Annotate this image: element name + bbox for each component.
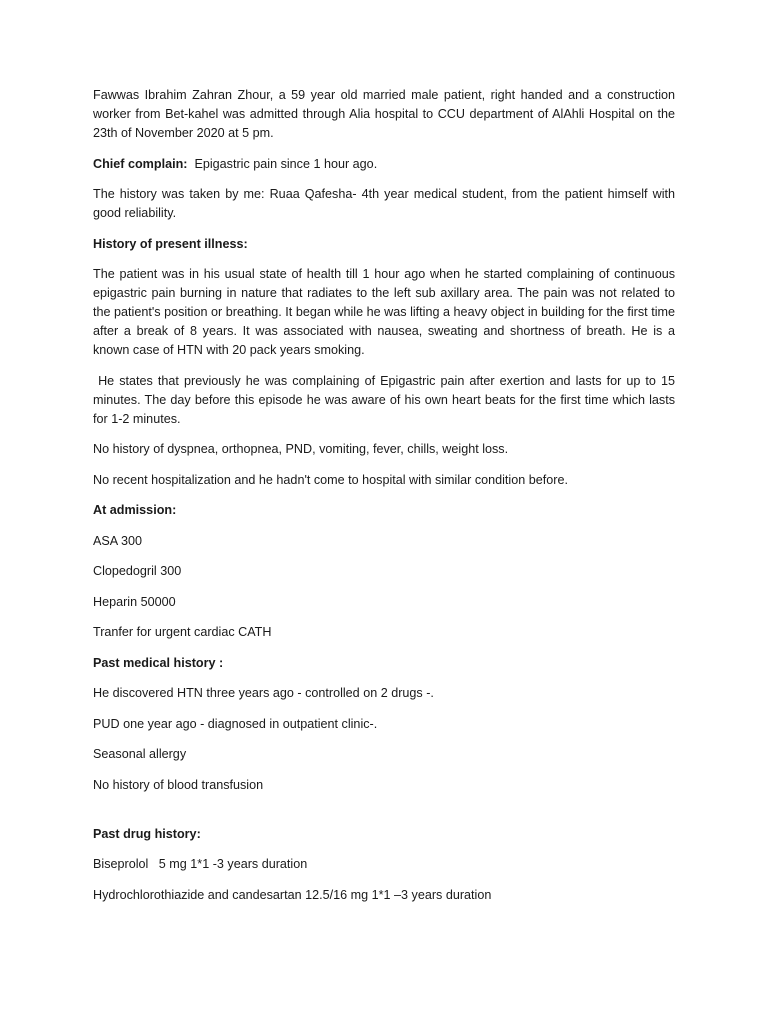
chief-complaint [93,155,675,174]
chief-complaint-text: Epigastric pain since 1 hour ago. [194,156,378,171]
admission-item: Heparin 50000 [93,594,176,609]
past-medical-heading: Past medical history : [93,655,224,670]
hpi-paragraph-1: The patient was in his usual state of health till 1 hour ago when he started complaining of continuous epigastric pain burning in nature that radiates to the left sub axillary area. The pain was not related to the patient's position or breathing. It began while he was lifting a heavy object in building for the first time after a break of 8 years. It was associated with nausea, sweating and shortness of breath. He is a known case of HTN with 20 pack years smoking. [93,267,675,357]
hpi-paragraph-3: No history of dyspnea, orthopnea, PND, vomiting, fever, chills, weight loss. [93,442,509,456]
admission-item: ASA 300 [93,533,143,548]
past-medical-item: Seasonal allergy [93,747,187,761]
admission-item: Tranfer for urgent cardiac CATH [93,625,272,639]
hpi-paragraph-4: No recent hospitalization and he hadn't come to hospital with similar condition before. [93,472,568,487]
hpi-paragraph-2 [93,372,675,429]
chief-complaint-label: Chief complain: [93,156,188,171]
past-medical-item: No history of blood transfusion [93,777,264,792]
past-drug-heading: Past drug history: [93,826,201,841]
past-medical-item: He discovered HTN three years ago - controlled on 2 drugs -. [93,686,434,700]
past-drug-item: Biseprolol 5 mg 1*1 -3 years duration [93,857,308,871]
hpi-paragraph-2-text: He states that previously he was complaining of Epigastric pain after exertion and lasts for up to 15 minutes. The day before this episode he was aware of his own heart beats for the first time which lasts for 1-2 minutes. [93,373,675,426]
history-source: The history was taken by me: Ruaa Qafesha- 4th year medical student, from the patient himself with good reliability. [93,187,675,220]
past-drug-item: Hydrochlorothiazide and candesartan 12.5/16 mg 1*1 –3 years duration [93,887,492,902]
admission-item: Clopedogril 300 [93,564,182,578]
admission-heading: At admission: [93,503,177,517]
patient-intro: Fawwas Ibrahim Zahran Zhour, a 59 year old married male patient, right handed and a construction worker from Bet-kahel was admitted through Alia hospital to CCU department of AlAhli Hospital on the 23th of November 2020 at 5 pm. [93,88,675,140]
hpi-heading: History of present illness: [93,236,248,251]
past-medical-item: PUD one year ago - diagnosed in outpatient clinic-. [93,716,378,731]
